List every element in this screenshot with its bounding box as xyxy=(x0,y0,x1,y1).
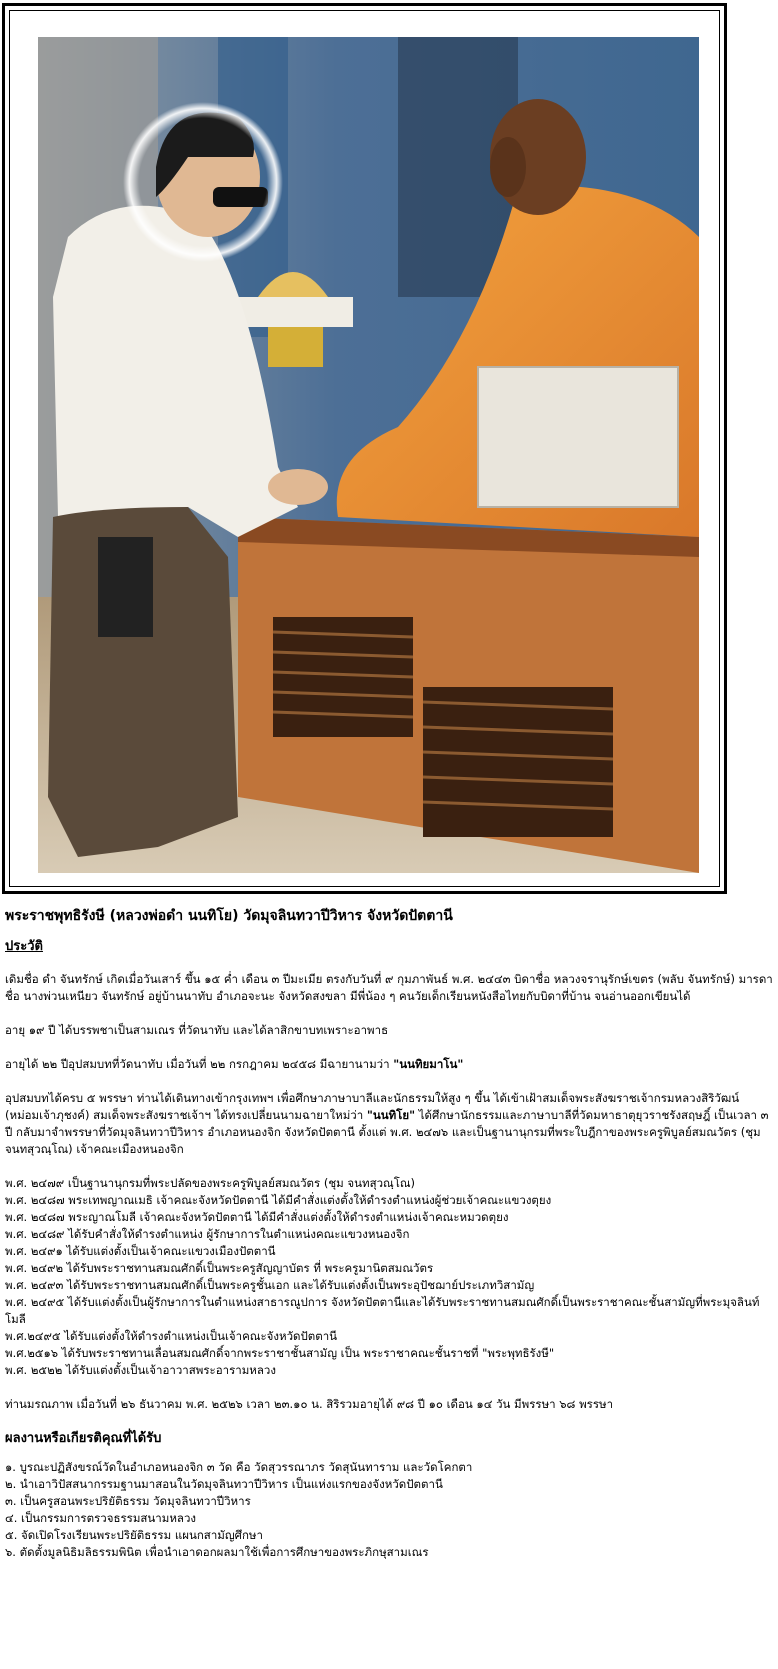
timeline-item: พ.ศ. ๒๔๙๕ ได้รับแต่งตั้งเป็นผู้รักษาการในตำแหน่งสาธารณูปการ จังหวัดปัตตานีและได้รับพระราชทานสมณศักดิ์เป็นพระราชาคณะชั้นสามัญที่พระมุจลินท์โมลี xyxy=(5,1295,760,1326)
timeline-item: พ.ศ. ๒๕๒๒ ได้รับแต่งตั้งเป็นเจ้าอาวาสพระอารามหลวง xyxy=(5,1363,276,1377)
study-text-a: อุปสมบทได้ครบ ๕ พรรษา ท่านได้เดินทางเข้ากรุงเทพฯ เพื่อศึกษาภาษาบาลีและนักธรรมให้สูง ๆ ขึ้น ได้เข้าเฝ้าสมเด็จพระสังฆราชเจ้ากรมหลวงสิริวัฒน์ (หม่อมเจ้าภุชงค์) สมเด็จพระสังฆราชเจ้าฯ ได้ทรงเปลี่ยนนามฉายาใหม่ว่า xyxy=(5,1091,740,1122)
study-text-b: ได้ศึกษานักธรรมและภาษาบาลีที่วัดมหาธาตุยุวราชรังสฤษฎิ์ เป็นเวลา ๓ ปี กลับมาจำพรรษาที่วัดมุจลินทวาปีวิหาร อำเภอหนองจิก จังหวัดปัตตานี ตั้งแต่ พ.ศ. ๒๔๗๖ และเป็นฐานานุกรมที่พระใบฎีกาของพระครูพิบูลย์สมณวัตร (ชุม จนทสุวณฺโณ) เจ้าคณะเมืองหนองจิก xyxy=(5,1108,769,1156)
timeline-item: พ.ศ. ๒๔๙๒ ได้รับพระราชทานสมณศักดิ์เป็นพระครูสัญญาบัตร ที่ พระครูมานิตสมณวัตร xyxy=(5,1261,434,1275)
timeline-item: พ.ศ. ๒๔๘๗ พระญาณโมลี เจ้าคณะจังหวัดปัตตานี ได้มีคำสั่งแต่งตั้งให้ดำรงตำแหน่งเจ้าคณะหมวดตุยง xyxy=(5,1210,509,1224)
works-item: ๑. บูรณะปฏิสังขรณ์วัดในอำเภอหนองจิก ๓ วัด คือ วัดสุวรรณาภร วัดสุนันทาราม และวัดโคกตา xyxy=(5,1460,473,1474)
works-item: ๓. เป็นครูสอนพระปริยัติธรรม วัดมุจลินทวาปีวิหาร xyxy=(5,1494,251,1508)
photo-frame xyxy=(2,3,727,894)
works-item: ๖. ตัดตั้งมูลนิธิมลิธรรมพินิต เพื่อนำเอาดอกผลมาใช้เพื่อการศึกษาของพระภิกษุสามเณร xyxy=(5,1545,429,1559)
history-paragraph-1: เดิมชื่อ ดำ จันทรักษ์ เกิดเมื่อวันเสาร์ ขึ้น ๑๕ ค่ำ เดือน ๓ ปีมะเมีย ตรงกับวันที่ ๙ กุมภาพันธ์ พ.ศ. ๒๔๔๓ บิดาชื่อ หลวงจรานุรักษ์เขตร (พลับ จันทรักษ์) มารดาชื่อ นางพ่วนเหนียว จันทรักษ์ อยู่บ้านนาทับ อำเภอจะนะ จังหวัดสงขลา มีพี่น้อง ๆ คนวัยเด็กเรียนหนังสือไทยกับบิดาที่บ้าน จนอ่านออกเขียนได้ xyxy=(5,972,773,1003)
article-content xyxy=(5,898,773,1561)
works-item: ๕. จัดเปิดโรงเรียนพระปริยัติธรรม แผนกสามัญศึกษา xyxy=(5,1528,263,1542)
photo-illustration xyxy=(38,37,699,873)
history-paragraph-3 xyxy=(5,1056,773,1073)
monastic-name-1: "นนทิยมาโน" xyxy=(393,1057,464,1071)
photo-frame-inner xyxy=(9,10,720,887)
ordination-text: อายุได้ ๒๒ ปีอุปสมบทที่วัดนาทับ เมื่อวันที่ ๒๒ กรกฎาคม ๒๔๕๘ มีฉายานามว่า xyxy=(5,1057,394,1071)
timeline-list xyxy=(5,1175,773,1379)
history-paragraph-4 xyxy=(5,1090,773,1158)
works-list xyxy=(5,1459,773,1561)
timeline-item: พ.ศ. ๒๔๙๓ ได้รับพระราชทานสมณศักดิ์เป็นพระครูชั้นเอก และได้รับแต่งตั้งเป็นพระอุปัชฌาย์ประเภทวิสามัญ xyxy=(5,1278,535,1292)
timeline-item: พ.ศ. ๒๔๙๑ ได้รับแต่งตั้งเป็นเจ้าคณะแขวงเมืองปัตตานี xyxy=(5,1244,276,1258)
timeline-item: พ.ศ. ๒๔๗๙ เป็นฐานานุกรมที่พระปลัดของพระครูพิบูลย์สมณวัตร (ชุม จนทสุวณฺโณ) xyxy=(5,1176,416,1190)
death-paragraph: ท่านมรณภาพ เมื่อวันที่ ๒๖ ธันวาคม พ.ศ. ๒๕๒๖ เวลา ๒๓.๑๐ น. สิริรวมอายุได้ ๙๘ ปี ๑๐ เดือน ๑๔ วัน มีพรรษา ๖๘ พรรษา xyxy=(5,1397,614,1411)
timeline-item: พ.ศ.๒๕๑๖ ได้รับพระราชทานเลื่อนสมณศักดิ์จากพระราชาชั้นสามัญ เป็น พระราชาคณะชั้นราชที่ "พระพุทธิรังษี" xyxy=(5,1346,555,1360)
works-item: ๔. เป็นกรรมการตรวจธรรมสนามหลวง xyxy=(5,1511,197,1525)
monastic-name-2: "นนทิโย" xyxy=(366,1108,416,1122)
timeline-item: พ.ศ. ๒๔๘๗ พระเทพญาณเมธิ เจ้าคณะจังหวัดปัตตานี ได้มีคำสั่งแต่งตั้งให้ดำรงตำแหน่งผู้ช่วยเจ้าคณะแขวงตุยง xyxy=(5,1193,552,1207)
timeline-item: พ.ศ. ๒๔๘๙ ได้รับคำสั่งให้ดำรงตำแหน่ง ผู้รักษาการในตำแหน่งคณะแขวงหนองจิก xyxy=(5,1227,410,1241)
works-item: ๒. นำเอาวิปัสสนากรรมฐานมาสอนในวัดมุจลินทวาปีวิหาร เป็นแห่งแรกของจังหวัดปัตตานี xyxy=(5,1477,443,1491)
photo-king-and-monk xyxy=(38,37,699,873)
timeline-item: พ.ศ.๒๔๙๕ ได้รับแต่งตั้งให้ดำรงตำแหน่งเป็นเจ้าคณะจังหวัดปัตตานี xyxy=(5,1329,338,1343)
page-title: พระราชพุทธิรังษี (หลวงพ่อดำ นนทิโย) วัดมุจลินทวาปีวิหาร จังหวัดปัตตานี xyxy=(5,908,453,924)
works-heading: ผลงานหรือเกียรติคุณที่ได้รับ xyxy=(5,1431,162,1446)
history-paragraph-2: อายุ ๑๙ ปี ได้บรรพชาเป็นสามเณร ที่วัดนาทับ และได้ลาสิกขาบทเพราะอาพาธ xyxy=(5,1023,389,1037)
history-heading: ประวัติ xyxy=(5,939,43,954)
